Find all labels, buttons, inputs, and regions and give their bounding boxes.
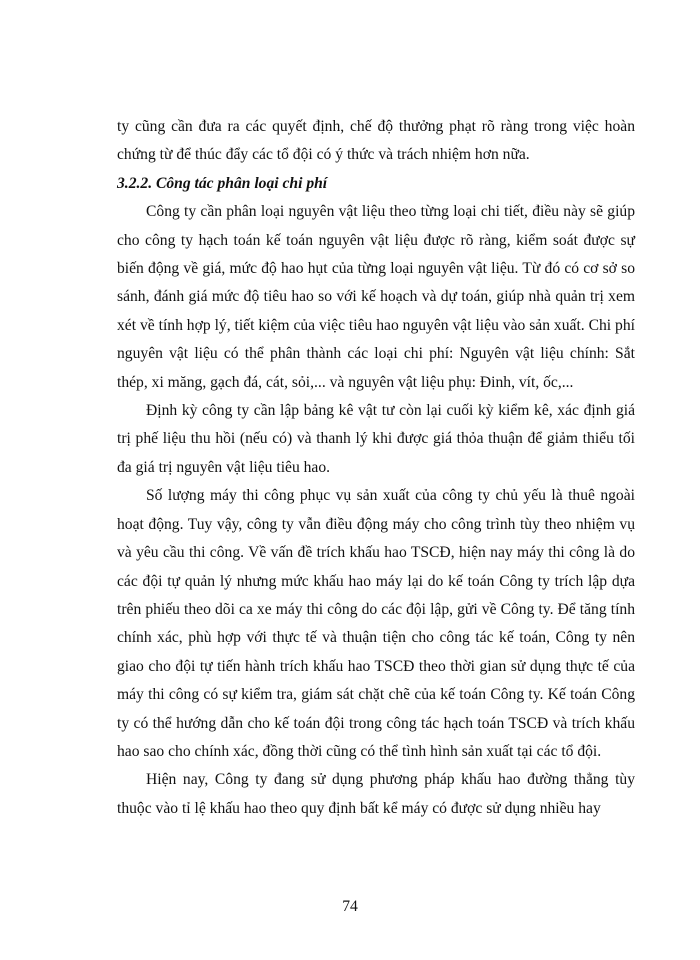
paragraph-periodic-inventory: Định kỳ công ty cần lập bảng kê vật tư còn lại cuối kỳ kiểm kê, xác định giá trị phế liệu thu hồi (nếu có) và thanh lý khi được giá thỏa thuận để giảm thiểu tối đa giá trị nguyên vật liệu tiêu hao. bbox=[117, 402, 635, 476]
paragraph-material-classification: Công ty cần phân loại nguyên vật liệu theo từng loại chi tiết, điều này sẽ giúp cho công ty hạch toán kế toán nguyên vật liệu được rõ ràng, kiểm soát được sự biến động về giá, mức độ hao hụt của từng loại nguyên vật liệu. Từ đó có cơ sở so sánh, đánh giá mức độ tiêu hao so với kế hoạch và dự toán, giúp nhà quản trị xem xét về tính hợp lý, tiết kiệm của việc tiêu hao nguyên vật liệu vào sản xuất. Chi phí nguyên vật liệu có thể phân thành các loại chi phí: Nguyên vật liệu chính: Sắt thép, xi măng, gạch đá, cát, sỏi,... và nguyên vật liệu phụ: Đinh, vít, ốc,... bbox=[117, 203, 635, 391]
section-heading: 3.2.2. Công tác phân loại chi phí bbox=[117, 174, 328, 192]
page-number: 74 bbox=[342, 898, 358, 915]
paragraph-depreciation-method: Hiện nay, Công ty đang sử dụng phương pháp khấu hao đường thẳng tùy thuộc vào tỉ lệ khấu hao theo quy định bất kể máy có được sử dụng nhiều hay bbox=[117, 771, 635, 817]
paragraph-continuation: ty cũng cần đưa ra các quyết định, chế độ thưởng phạt rõ ràng trong việc hoàn chứng từ để thúc đẩy các tổ đội có ý thức và trách nhiệm hơn nữa. bbox=[117, 118, 635, 164]
paragraph-construction-machinery: Số lượng máy thi công phục vụ sản xuất của công ty chủ yếu là thuê ngoài hoạt động. Tuy vậy, công ty vẫn điều động máy cho công trình tùy theo nhiệm vụ và yêu cầu thi công. Về vấn đề trích khấu hao TSCĐ, hiện nay máy thi công là do các đội tự quản lý nhưng mức khấu hao máy lại do kế toán Công ty trích lập dựa trên phiếu theo dõi ca xe máy thi công do các đội lập, gửi về Công ty. Để tăng tính chính xác, phù hợp với thực tế và thuận tiện cho công tác kế toán, Công ty nên giao cho đội tự tiến hành trích khấu hao TSCĐ theo thời gian sử dụng thực tế của máy thi công có sự kiểm tra, giám sát chặt chẽ của kế toán Công ty. Kế toán Công ty có thể hướng dẫn cho kế toán đội trong công tác hạch toán TSCĐ và trích khấu hao sao cho chính xác, đồng thời cũng có thể tình hình sản xuất tại các tổ đội. bbox=[117, 487, 635, 760]
document-page bbox=[117, 113, 635, 823]
